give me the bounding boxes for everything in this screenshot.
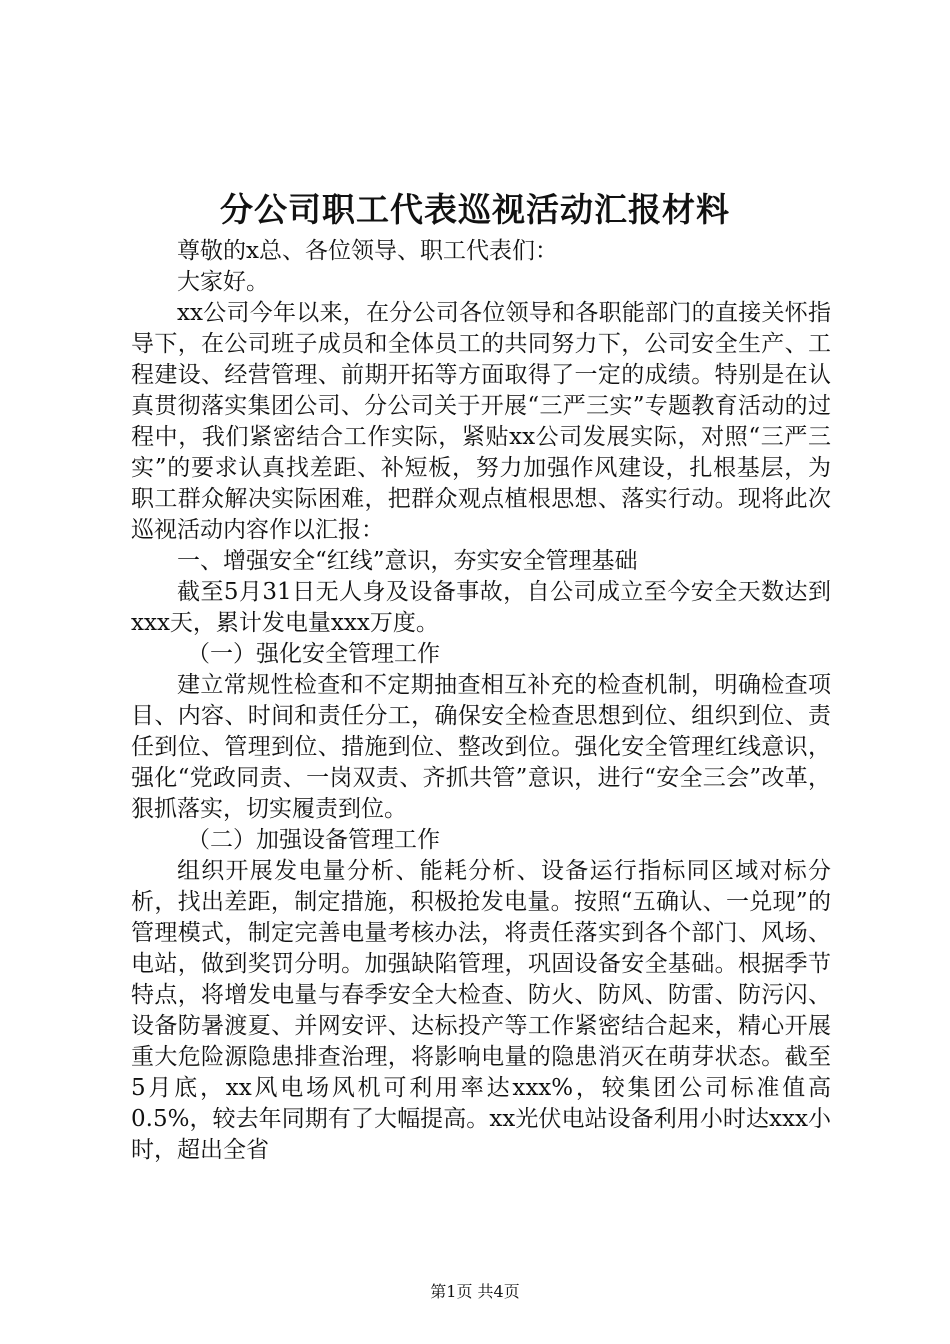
document-body: [131, 236, 831, 1166]
greeting: 大家好。: [177, 269, 269, 295]
section-heading-1: 一、增强安全“红线”意识，夯实安全管理基础: [177, 548, 638, 574]
salutation: 尊敬的x总、各位领导、职工代表们：: [177, 238, 558, 264]
subsection-heading-2: （二）加强设备管理工作: [187, 827, 440, 853]
subsection-heading-1: （一）强化安全管理工作: [187, 641, 440, 667]
document-title: 分公司职工代表巡视活动汇报材料: [220, 190, 730, 229]
page-footer: 第1页 共4页: [430, 1282, 520, 1301]
paragraph-safety-summary: 截至5月31日无人身及设备事故，自公司成立至今安全天数达到xxx天，累计发电量xxx万度。: [131, 579, 831, 636]
paragraph-equipment-management: 组织开展发电量分析、能耗分析、设备运行指标同区域对标分析，找出差距，制定措施，积极抢发电量。按照“五确认、一兑现”的管理模式，制定完善电量考核办法，将责任落实到各个部门、风场、电站，做到奖罚分明。加强缺陷管理，巩固设备安全基础。根据季节特点，将增发电量与春季安全大检查、防火、防风、防雷、防污闪、设备防暑渡夏、并网安评、达标投产等工作紧密结合起来，精心开展重大危险源隐患排查治理，将影响电量的隐患消灭在萌芽状态。截至5月底，xx风电场风机可利用率达xxx%，较集团公司标准值高0.5%，较去年同期有了大幅提高。xx光伏电站设备利用小时达xxx小时，超出全省: [131, 858, 831, 1163]
paragraph-intro: xx公司今年以来，在分公司各位领导和各职能部门的直接关怀指导下，在公司班子成员和全体员工的共同努力下，公司安全生产、工程建设、经营管理、前期开拓等方面取得了一定的成绩。特别是在认真贯彻落实集团公司、分公司关于开展“三严三实”专题教育活动的过程中，我们紧密结合工作实际，紧贴xx公司发展实际，对照“三严三实”的要求认真找差距、补短板，努力加强作风建设，扎根基层，为职工群众解决实际困难，把群众观点植根思想、落实行动。现将此次巡视活动内容作以汇报：: [131, 300, 831, 543]
paragraph-safety-management: 建立常规性检查和不定期抽查相互补充的检查机制，明确检查项目、内容、时间和责任分工，确保安全检查思想到位、组织到位、责任到位、管理到位、措施到位、整改到位。强化安全管理红线意识，强化“党政同责、一岗双责、齐抓共管”意识，进行“安全三会”改革，狠抓落实，切实履责到位。: [131, 672, 831, 822]
